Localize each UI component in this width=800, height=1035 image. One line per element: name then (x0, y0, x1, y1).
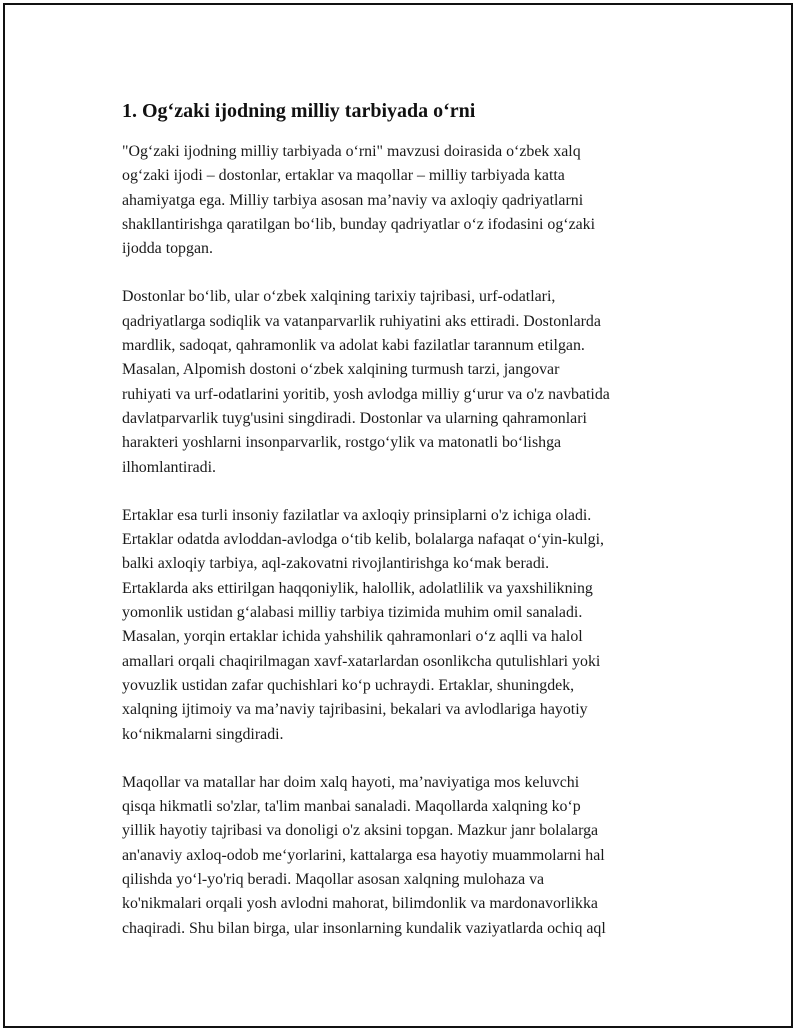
text-line: Ertaklar esa turli insoniy fazilatlar va axloqiy prinsiplarni o'z ichiga oladi. (122, 506, 592, 524)
text-line: ilhomlantiradi. (122, 458, 217, 476)
text-line: Ertaklar odatda avloddan-avlodga o‘tib kelib, bolalarga nafaqat o‘yin-kulgi, (122, 531, 604, 549)
text-line: shakllantirishga qaratilgan bo‘lib, bunday qadriyatlar o‘z ifodasini og‘zaki (122, 215, 596, 233)
text-line: an'anaviy axloq-odob me‘yorlarini, kattalarga esa hayotiy muammolarni hal (122, 846, 605, 864)
text-line: ahamiyatga ega. Milliy tarbiya asosan ma’naviy va axloqiy qadriyatlarni (122, 191, 584, 209)
text-line: ruhiyati va urf-odatlarini yoritib, yosh avlodga milliy g‘urur va o'z navbatida (122, 385, 610, 403)
text-line: og‘zaki ijodi – dostonlar, ertaklar va maqollar – milliy tarbiyada katta (122, 167, 565, 185)
paragraph-dostonlar (122, 285, 690, 479)
paragraph-ertaklar (122, 504, 690, 747)
paragraph-intro (122, 140, 690, 261)
text-line: mardlik, sadoqat, qahramonlik va adolat kabi fazilatlar tarannum etilgan. (122, 337, 585, 355)
text-line: harakteri yoshlarni insonparvarlik, rostgo‘ylik va matonatli bo‘lishga (122, 434, 562, 452)
text-line: chaqiradi. Shu bilan birga, ular insonlarning kundalik vaziyatlarda ochiq aql (122, 919, 606, 937)
text-line: Maqollar va matallar har doim xalq hayoti, ma’naviyatiga mos keluvchi (122, 773, 580, 791)
text-line: davlatparvarlik tuyg'usini singdiradi. Dostonlar va ularning qahramonlari (122, 409, 587, 427)
text-line: qilishda yo‘l-yo'riq beradi. Maqollar asosan xalqning mulohaza va (122, 871, 545, 889)
text-line: qadriyatlarga sodiqlik va vatanparvarlik ruhiyatini aks ettiradi. Dostonlarda (122, 312, 601, 330)
text-line: ko'nikmalari orqali yosh avlodni mahorat, bilimdonlik va mardonavorlikka (122, 895, 598, 913)
text-line: ijodda topgan. (122, 240, 213, 258)
text-line: Ertaklarda aks ettirilgan haqqoniylik, halollik, adolatlilik va yaxshilikning (122, 579, 593, 597)
document-page (3, 3, 793, 1028)
text-line: balki axloqiy tarbiya, aql-zakovatni rivojlantirishga ko‘mak beradi. (122, 555, 550, 573)
text-line: yovuzlik ustidan zafar quchishlari ko‘p uchraydi. Ertaklar, shuningdek, (122, 676, 575, 694)
paragraph-maqollar (122, 771, 690, 941)
text-line: amallari orqali chaqirilmagan xavf-xatarlardan osonlikcha qutulishlari yoki (122, 652, 601, 670)
text-line: ko‘nikmalarni singdiradi. (122, 725, 284, 743)
text-line: qisqa hikmatli so'zlar, ta'lim manbai sanaladi. Maqollarda xalqning ko‘p (122, 798, 581, 816)
text-line: Masalan, Alpomish dostoni o‘zbek xalqining turmush tarzi, jangovar (122, 361, 560, 379)
text-line: yomonlik ustidan g‘alabasi milliy tarbiya tizimida muhim omil sanaladi. (122, 604, 583, 622)
text-line: Masalan, yorqin ertaklar ichida yahshilik qahramonlari o‘z aqlli va halol (122, 628, 583, 646)
document-content (122, 98, 690, 965)
text-line: yillik hayotiy tajribasi va donoligi o'z aksini topgan. Mazkur janr bolalarga (122, 822, 599, 840)
section-heading: 1. Og‘zaki ijodning milliy tarbiyada o‘rni (122, 100, 476, 122)
text-line: Dostonlar bo‘lib, ular o‘zbek xalqining tarixiy tajribasi, urf-odatlari, (122, 288, 556, 306)
text-line: "Og‘zaki ijodning milliy tarbiyada o‘rni" mavzusi doirasida o‘zbek xalq (122, 143, 581, 160)
text-line: xalqning ijtimoiy va ma’naviy tajribasini, bekalari va avlodlariga hayotiy (122, 701, 588, 719)
